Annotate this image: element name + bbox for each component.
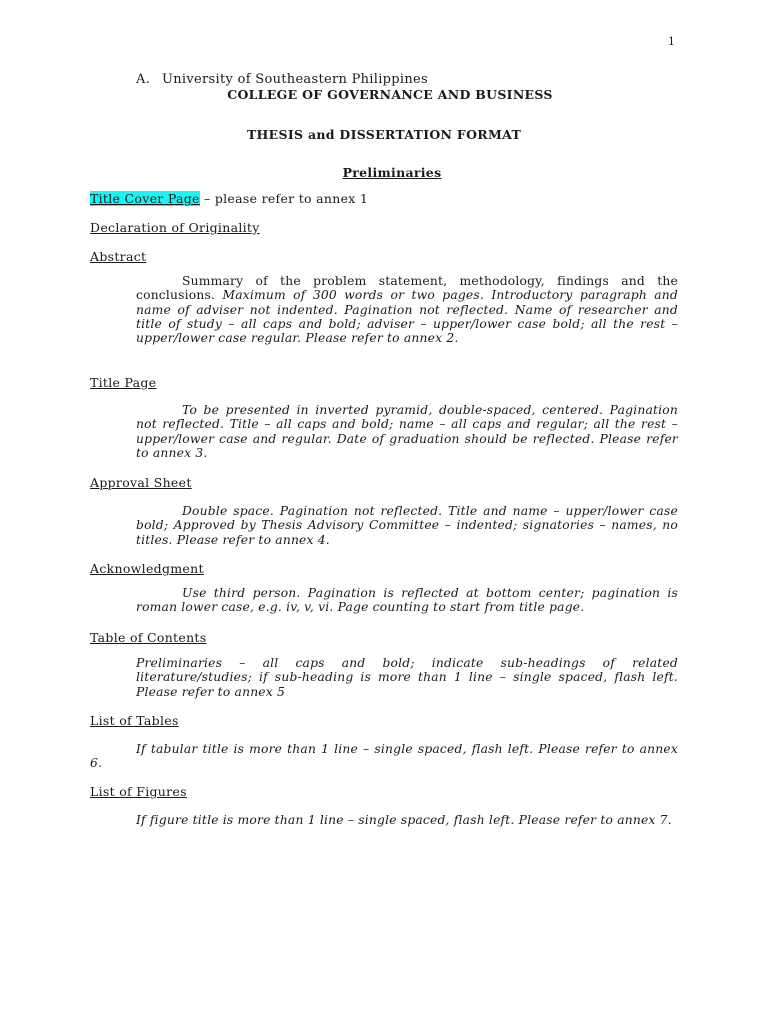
approval-text: Double space. Pagination not reflected. Title and name – upper/lower case bold; Approved by Thesis Advisory Committee – indented; signatories – names, no titles. Please refer to annex 4.: [136, 504, 678, 547]
university-line: [136, 72, 428, 87]
title-cover-note: – please refer to annex 1: [199, 191, 369, 206]
university-name: University of Southeastern Philippines: [162, 72, 429, 87]
page-number: 1: [668, 35, 675, 48]
title-cover-heading: Title Cover Page: [90, 191, 200, 206]
title-cover-row: [90, 191, 368, 206]
approval-heading: Approval Sheet: [90, 475, 192, 490]
figures-heading: List of Figures: [90, 784, 187, 799]
abstract-text-upright: Summary of the problem statement, methodology, findings and the conclusions.: [136, 274, 678, 303]
declaration-heading: Declaration of Originality: [90, 220, 260, 235]
acknowledgment-heading: Acknowledgment: [90, 561, 204, 576]
section-title: Preliminaries: [342, 165, 442, 180]
figures-text: If figure title is more than 1 line – single spaced, flash left. Please refer to annex 7.: [136, 813, 672, 827]
list-marker: A.: [136, 72, 151, 87]
tables-heading: List of Tables: [90, 713, 179, 728]
college-name: COLLEGE OF GOVERNANCE AND BUSINESS: [227, 87, 553, 102]
toc-heading: Table of Contents: [90, 630, 207, 645]
acknowledgment-text: Use third person. Pagination is reflected at bottom center; pagination is roman lower case, e.g. iv, v, vi. Page counting to start from title page.: [136, 586, 678, 615]
document-title: THESIS and DISSERTATION FORMAT: [246, 127, 522, 142]
title-page-heading: Title Page: [90, 375, 157, 390]
tables-text: If tabular title is more than 1 line – single spaced, flash left. Please refer to annex 6.: [90, 742, 678, 771]
title-page-text: To be presented in inverted pyramid, double-spaced, centered. Pagination not reflected. Title – all caps and bold; name – all caps and regular; all the rest – upper/lower case and regular. Date of graduation should be reflected. Please refer to annex 3.: [136, 403, 678, 460]
abstract-heading: Abstract: [90, 249, 147, 264]
abstract-text-italic: Maximum of 300 words or two pages. Introductory paragraph and name of adviser not indented. Pagination not reflected. Name of researcher and title of study – all caps and bold; adviser – upper/lower case bold; all the rest – upper/lower case regular. Please refer to annex 2.: [136, 288, 678, 346]
abstract-text: [136, 274, 678, 345]
toc-text: Preliminaries – all caps and bold; indicate sub-headings of related literature/studies; if sub-heading is more than 1 line – single spaced, flash left. Please refer to annex 5: [136, 656, 678, 699]
